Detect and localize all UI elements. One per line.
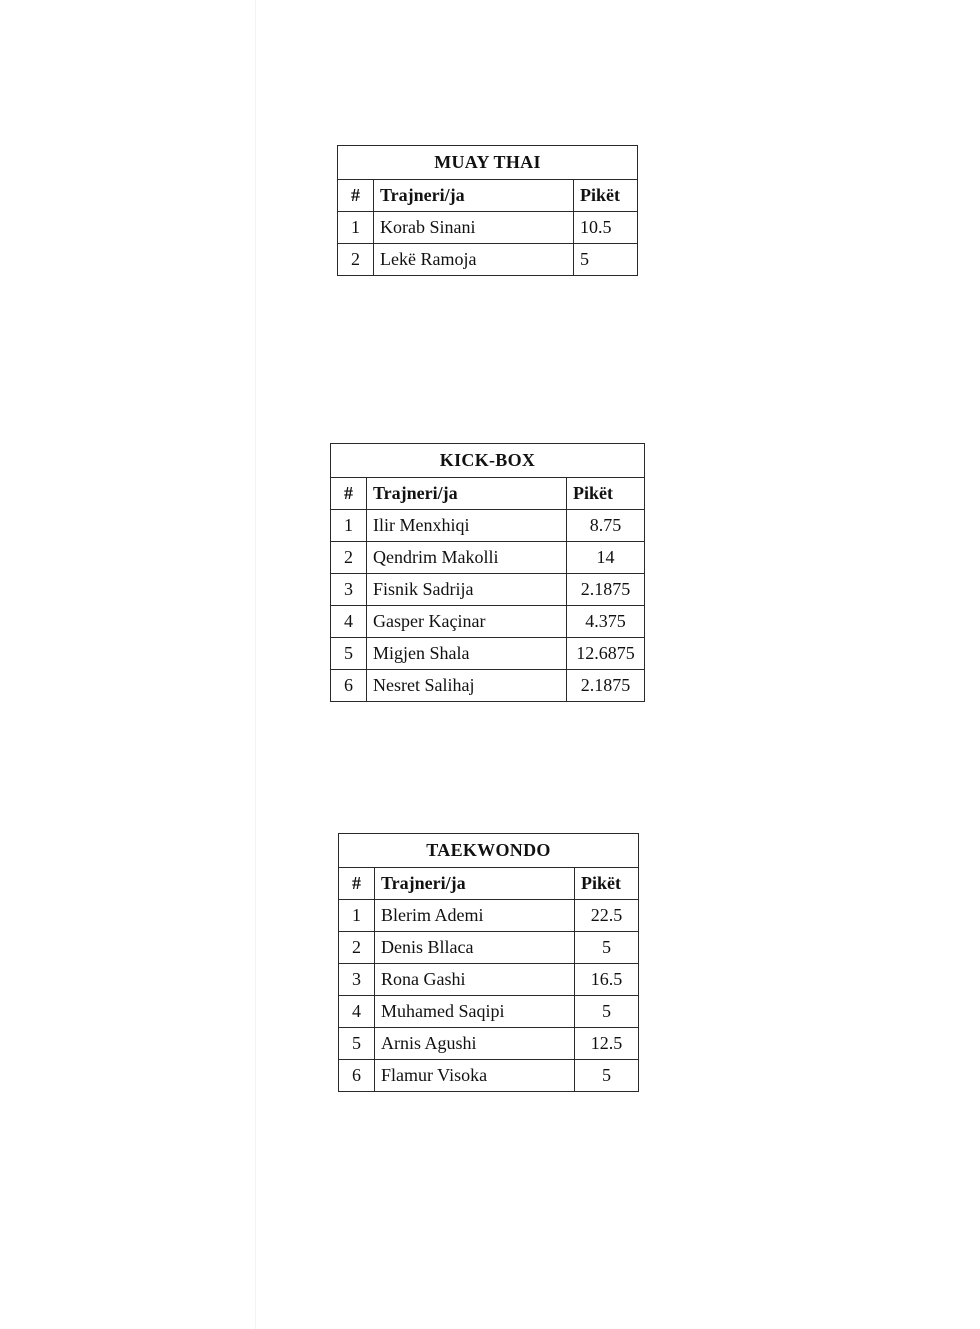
- trainer-name: Blerim Ademi: [375, 900, 575, 932]
- header-points: Pikët: [574, 180, 638, 212]
- table-row: [338, 244, 638, 276]
- trainer-name: Nesret Salihaj: [367, 670, 567, 702]
- row-number: 6: [331, 670, 367, 702]
- table-row: [339, 996, 639, 1028]
- table-row: [339, 1028, 639, 1060]
- points-value: 5: [575, 932, 639, 964]
- header-trainer: Trajneri/ja: [374, 180, 574, 212]
- row-number: 3: [339, 964, 375, 996]
- trainer-name: Muhamed Saqipi: [375, 996, 575, 1028]
- points-value: 5: [574, 244, 638, 276]
- trainer-name: Flamur Visoka: [375, 1060, 575, 1092]
- points-value: 5: [575, 996, 639, 1028]
- muay-thai-table: [337, 145, 638, 276]
- header-number: #: [338, 180, 374, 212]
- points-value: 2.1875: [567, 670, 645, 702]
- row-number: 1: [331, 510, 367, 542]
- page-edge: [255, 0, 256, 1329]
- header-number: #: [339, 868, 375, 900]
- points-value: 22.5: [575, 900, 639, 932]
- trainer-name: Lekë Ramoja: [374, 244, 574, 276]
- header-row: [339, 868, 639, 900]
- points-value: 12.6875: [567, 638, 645, 670]
- table-title: TAEKWONDO: [339, 834, 639, 868]
- points-value: 4.375: [567, 606, 645, 638]
- table-title: KICK-BOX: [331, 444, 645, 478]
- table-row: [339, 932, 639, 964]
- row-number: 6: [339, 1060, 375, 1092]
- table-row: [331, 606, 645, 638]
- trainer-name: Denis Bllaca: [375, 932, 575, 964]
- points-value: 8.75: [567, 510, 645, 542]
- trainer-name: Gasper Kaçinar: [367, 606, 567, 638]
- table-row: [338, 212, 638, 244]
- table-row: [339, 900, 639, 932]
- trainer-name: Ilir Menxhiqi: [367, 510, 567, 542]
- trainer-name: Migjen Shala: [367, 638, 567, 670]
- taekwondo-table-block: [338, 833, 639, 1092]
- table-row: [331, 510, 645, 542]
- header-row: [331, 478, 645, 510]
- table-row: [331, 638, 645, 670]
- table-row: [339, 964, 639, 996]
- row-number: 4: [331, 606, 367, 638]
- trainer-name: Fisnik Sadrija: [367, 574, 567, 606]
- points-value: 16.5: [575, 964, 639, 996]
- row-number: 2: [339, 932, 375, 964]
- trainer-name: Korab Sinani: [374, 212, 574, 244]
- trainer-name: Qendrim Makolli: [367, 542, 567, 574]
- points-value: 12.5: [575, 1028, 639, 1060]
- muay-thai-table-block: [337, 145, 638, 276]
- header-number: #: [331, 478, 367, 510]
- row-number: 3: [331, 574, 367, 606]
- points-value: 10.5: [574, 212, 638, 244]
- header-trainer: Trajneri/ja: [375, 868, 575, 900]
- points-value: 14: [567, 542, 645, 574]
- table-title: MUAY THAI: [338, 146, 638, 180]
- header-row: [338, 180, 638, 212]
- row-number: 5: [339, 1028, 375, 1060]
- table-row: [331, 670, 645, 702]
- taekwondo-table: [338, 833, 639, 1092]
- header-trainer: Trajneri/ja: [367, 478, 567, 510]
- row-number: 2: [338, 244, 374, 276]
- header-points: Pikët: [567, 478, 645, 510]
- table-row: [339, 1060, 639, 1092]
- points-value: 2.1875: [567, 574, 645, 606]
- trainer-name: Rona Gashi: [375, 964, 575, 996]
- row-number: 1: [338, 212, 374, 244]
- kick-box-table-block: [330, 443, 645, 702]
- row-number: 4: [339, 996, 375, 1028]
- table-row: [331, 542, 645, 574]
- points-value: 5: [575, 1060, 639, 1092]
- kick-box-table: [330, 443, 645, 702]
- table-row: [331, 574, 645, 606]
- row-number: 2: [331, 542, 367, 574]
- row-number: 1: [339, 900, 375, 932]
- row-number: 5: [331, 638, 367, 670]
- header-points: Pikët: [575, 868, 639, 900]
- trainer-name: Arnis Agushi: [375, 1028, 575, 1060]
